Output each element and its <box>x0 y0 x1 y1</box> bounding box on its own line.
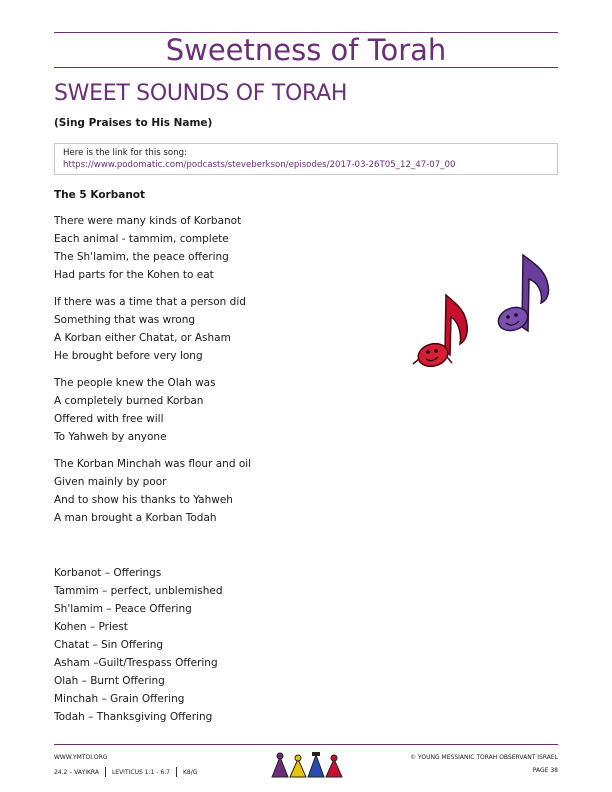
lyric-line: The people knew the Olah was <box>54 377 216 389</box>
glossary-item: Asham –Guilt/Trespass Offering <box>54 657 218 669</box>
lyric-line: The Sh'lamim, the peace offering <box>54 251 229 263</box>
glossary-item: Sh'lamim – Peace Offering <box>54 603 192 615</box>
lyric-line: There were many kinds of Korbanot <box>54 215 242 227</box>
lyric-line: He brought before very long <box>54 350 203 362</box>
link-intro: Here is the link for this song: <box>63 148 187 158</box>
music-notes-icon <box>405 245 565 385</box>
purple-note-icon <box>495 255 548 334</box>
lyric-line: Each animal - tammim, complete <box>54 233 229 245</box>
podcast-link[interactable]: https://www.podomatic.com/podcasts/steveberkson/episodes/2017-03-26T05_12_47-07_00 <box>63 160 456 170</box>
footer-issue: 24.2 – VAYIKRA <box>54 769 99 776</box>
footer-meta <box>54 767 197 777</box>
glossary-item: Tammim – perfect, unblemished <box>54 585 223 597</box>
footer-separator <box>105 767 106 777</box>
footer-separator <box>176 767 177 777</box>
lyric-line: If there was a time that a person did <box>54 296 246 308</box>
stanza-1 <box>54 212 241 284</box>
site-title: Sweetness of Torah <box>165 33 447 67</box>
title-rule <box>54 67 558 68</box>
section-heading: SWEET SOUNDS OF TORAH <box>54 81 348 106</box>
lyric-line: A man brought a Korban Todah <box>54 512 217 524</box>
red-note-icon <box>413 295 467 370</box>
footer-website: WWW.YMTOI.ORG <box>54 754 108 761</box>
lyric-line: To Yahweh by anyone <box>54 431 167 443</box>
stanza-2 <box>54 293 246 365</box>
lyric-line: Something that was wrong <box>54 314 196 326</box>
lyric-line: A Korban either Chatat, or Asham <box>54 332 231 344</box>
lyric-line: Given mainly by poor <box>54 476 167 488</box>
footer-grade: K8/G <box>182 769 198 776</box>
glossary-item: Todah – Thanksgiving Offering <box>54 711 213 723</box>
song-title: The 5 Korbanot <box>54 189 146 201</box>
glossary-item: Korbanot – Offerings <box>54 567 162 579</box>
footer-copyright: © YOUNG MESSIANIC TORAH OBSERVANT ISRAEL <box>410 754 558 761</box>
glossary <box>54 564 223 726</box>
ymtoi-logo <box>268 751 350 779</box>
glossary-item: Kohen – Priest <box>54 621 128 633</box>
lyric-line: Offered with free will <box>54 413 164 425</box>
footer-rule <box>54 744 558 745</box>
stanza-4 <box>54 455 251 527</box>
glossary-item: Chatat – Sin Offering <box>54 639 164 651</box>
lyric-line: The Korban Minchah was flour and oil <box>54 458 252 470</box>
stanza-3 <box>54 374 216 446</box>
glossary-item: Olah – Burnt Offering <box>54 675 165 687</box>
subheading: (Sing Praises to His Name) <box>54 117 213 129</box>
lyric-line: And to show his thanks to Yahweh <box>54 494 233 506</box>
footer-reference: LEVITICUS 1:1 - 6:7 <box>111 769 170 776</box>
logo-figures <box>272 752 342 777</box>
glossary-item: Minchah – Grain Offering <box>54 693 185 705</box>
footer-page-number: PAGE 38 <box>532 767 558 774</box>
lyric-line: A completely burned Korban <box>54 395 204 407</box>
lyric-line: Had parts for the Kohen to eat <box>54 269 214 281</box>
link-box <box>54 143 558 175</box>
